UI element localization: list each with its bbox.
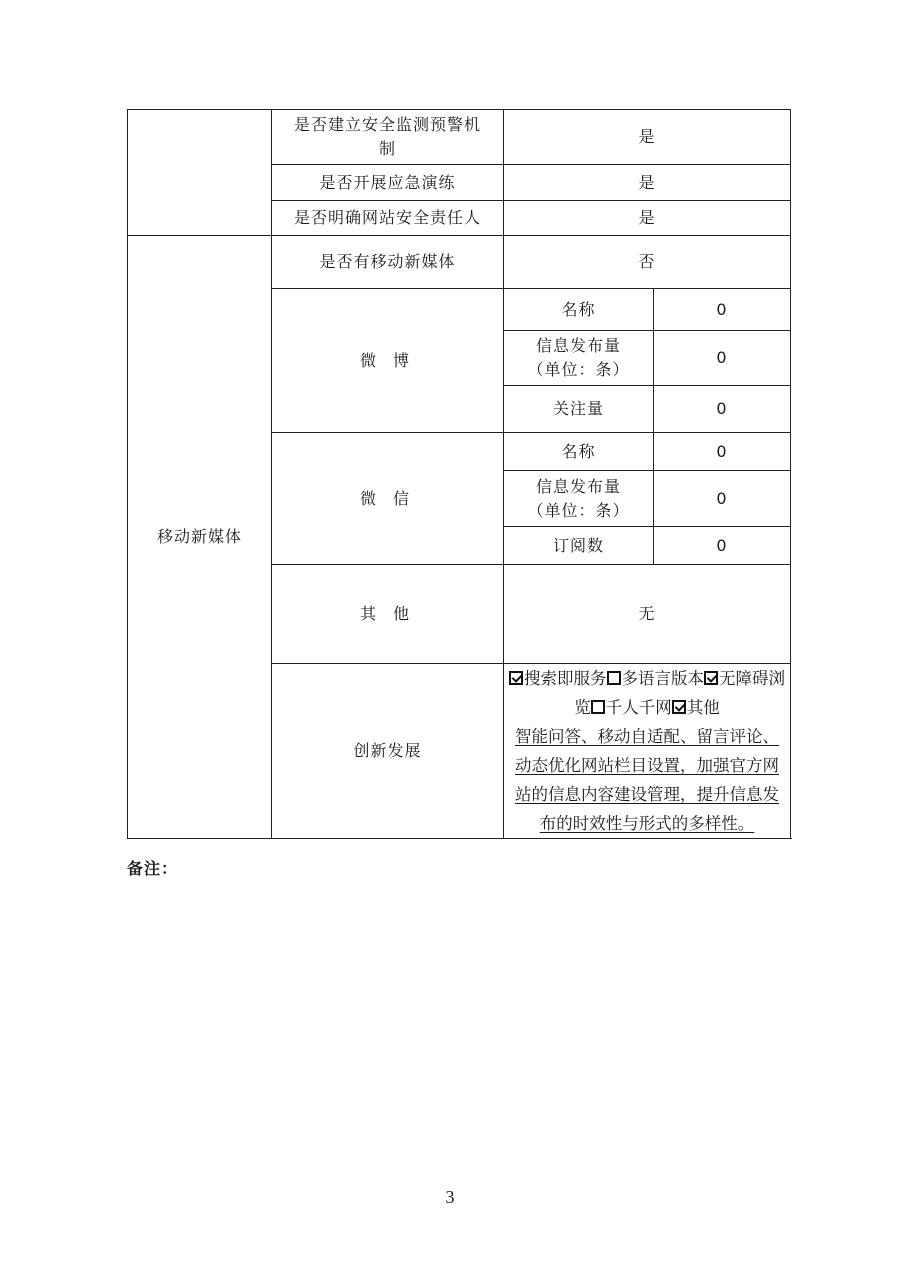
innovation-options: [508, 664, 786, 838]
other-value: 无: [504, 565, 791, 664]
option-search-as-service: 搜索即服务: [509, 669, 607, 688]
row-label: 是否明确网站安全责任人: [272, 201, 504, 236]
row-value: 否: [504, 236, 791, 289]
table-row: [128, 110, 791, 165]
innovation-section-label: 创新发展: [272, 664, 504, 839]
sub-value: 0: [654, 527, 791, 565]
checkbox-checked-icon: [704, 671, 718, 685]
checkbox-checked-icon: [509, 671, 523, 685]
option-accessibility: 无障碍浏览: [574, 669, 785, 717]
option-other: 其他: [672, 698, 720, 717]
row-label: 是否开展应急演练: [272, 165, 504, 201]
sub-value: 0: [654, 386, 791, 433]
innovation-content: [504, 664, 791, 839]
sub-label: 名称: [504, 289, 654, 331]
sub-value: 0: [654, 471, 791, 527]
row-value: 是: [504, 165, 791, 201]
sub-value: 0: [654, 289, 791, 331]
row-label: 是否建立安全监测预警机制: [272, 110, 504, 165]
mobile-section-label: 移动新媒体: [128, 236, 272, 839]
wechat-label: 微 信: [272, 433, 504, 565]
sub-value: 0: [654, 331, 791, 386]
innovation-other-text: 智能问答、移动自适配、留言评论、动态优化网站栏目设置，加强官方网站的信息内容建设管理，提升信息发布的时效性与形式的多样性。: [515, 727, 779, 833]
checkbox-unchecked-icon: [607, 671, 621, 685]
weibo-label: 微 博: [272, 289, 504, 433]
sub-label: 关注量: [504, 386, 654, 433]
row-label: 是否有移动新媒体: [272, 236, 504, 289]
page-number: 3: [445, 1187, 455, 1207]
website-report-table: [127, 109, 791, 839]
sub-label: 信息发布量（单位：条）: [504, 471, 654, 527]
sub-label: 名称: [504, 433, 654, 471]
other-label: 其 他: [272, 565, 504, 664]
checkbox-unchecked-icon: [591, 700, 605, 714]
sub-label: 信息发布量（单位：条）: [504, 331, 654, 386]
sub-label: 订阅数: [504, 527, 654, 565]
security-section-cell: [128, 110, 272, 236]
checkbox-checked-icon: [672, 700, 686, 714]
row-value: 是: [504, 110, 791, 165]
option-multi-language: 多语言版本: [607, 669, 705, 688]
remark-label: 备注：: [127, 859, 179, 878]
row-value: 是: [504, 201, 791, 236]
option-personalized: 千人千网: [591, 698, 672, 717]
sub-value: 0: [654, 433, 791, 471]
table-row: [128, 236, 791, 289]
